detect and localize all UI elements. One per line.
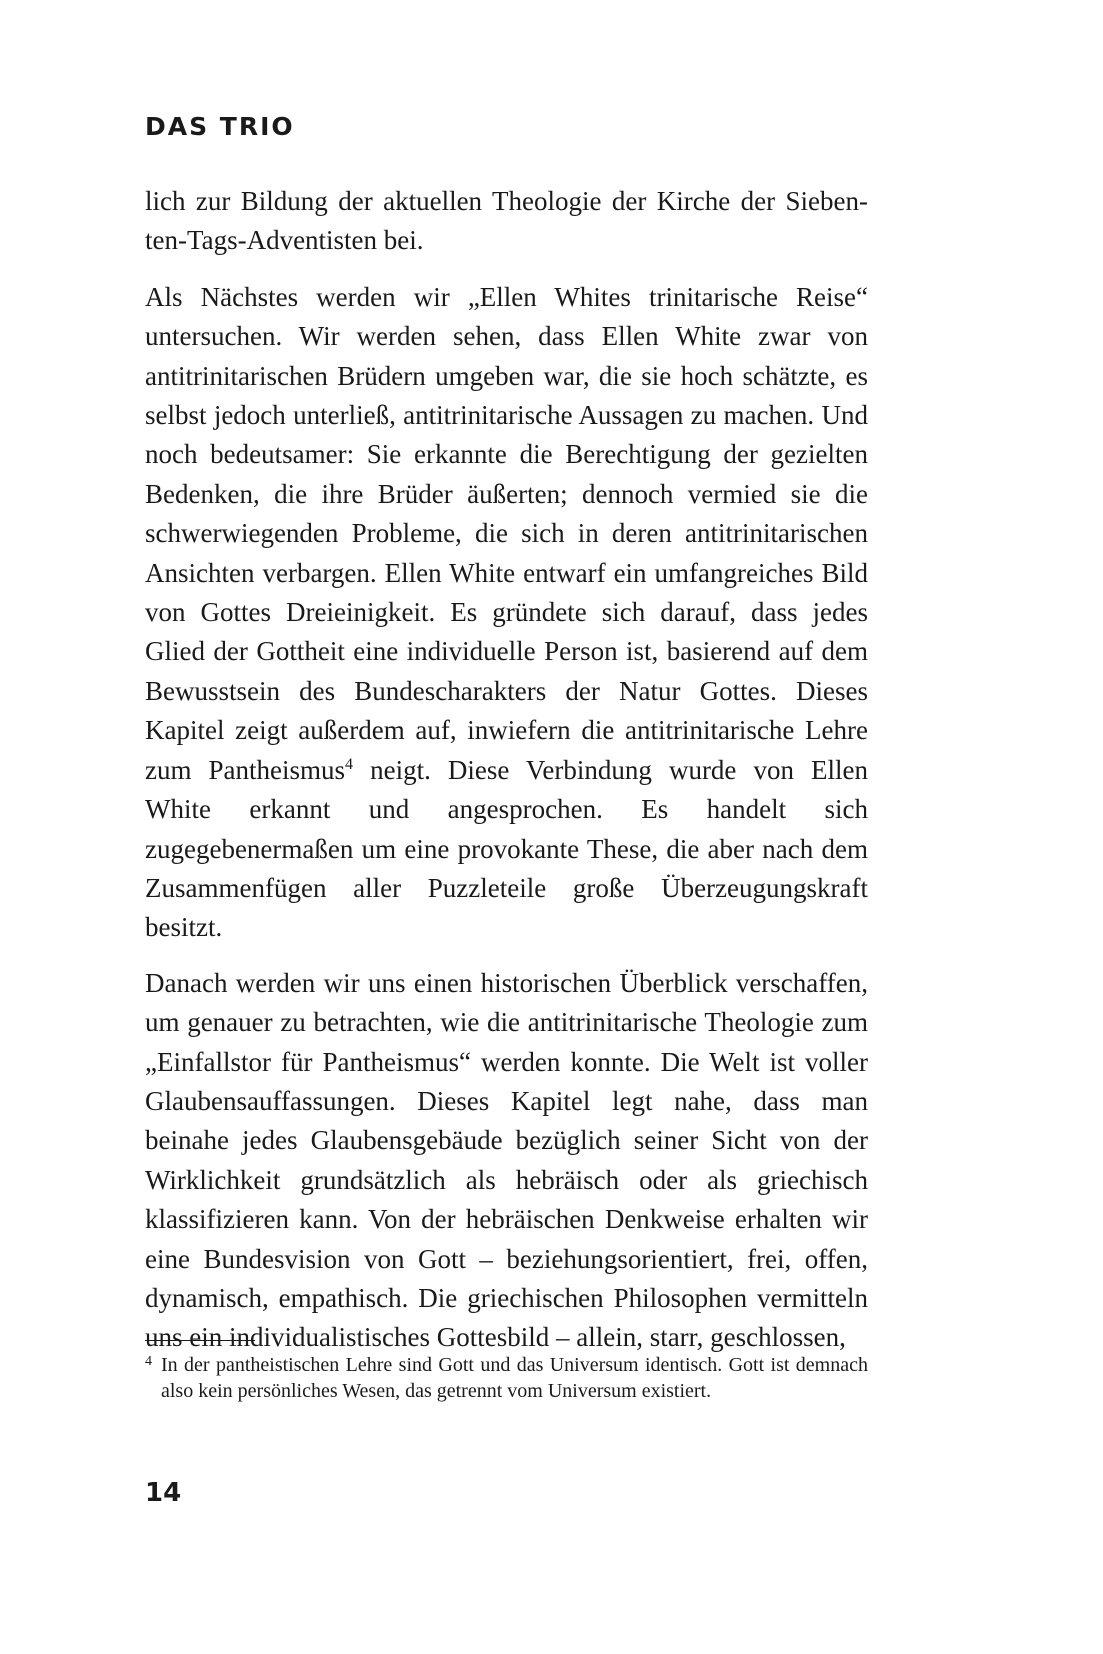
footnote-number: 4 — [145, 1354, 152, 1369]
main-text — [145, 182, 868, 1375]
footnote-text: In der pantheistischen Lehre sind Gott und das Universum identisch. Gott ist demnach also kein persönliches Wesen, das getrennt vom Universum existiert. — [161, 1354, 868, 1402]
paragraph-text: Als Nächstes werden wir „Ellen Whites trinitarische Reise“ untersuchen. Wir werden sehen, dass Ellen White zwar von antitrinitarischen Brüdern umgeben war, die sie hoch schätzte, es selbst jedoch unterließ, antitrinitarische Aussagen zu machen. Und noch bedeutsamer: Sie erkannte die Berechtigung der gezielten Bedenken, die ihre Brüder äußerten; dennoch vermied sie die schwerwiegenden Probleme, die sich in deren antitrinitarischen Ansichten verbargen. Ellen White entwarf ein umfangreiches Bild von Gottes Dreieinigkeit. Es gründete sich darauf, dass jedes Glied der Gottheit eine individuelle Person ist, basierend auf dem Bewusstsein des Bundescharakters der Natur Gottes. Dieses Kapitel zeigt außerdem auf, inwiefern die antitrinitarische Lehre zum Pantheismus — [145, 281, 868, 785]
paragraph — [145, 278, 868, 948]
footnote — [145, 1352, 868, 1404]
paragraph: Danach werden wir uns einen historischen Überblick verschaffen, um genauer zu betrachten, wie die antitrinitarische Theologie zum „Einfallstor für Pantheismus“ werden konnte. Die Welt ist voller Glaubensauffassungen. Dieses Kapitel legt nahe, dass man beinahe jedes Glaubensgebäude bezüglich seiner Sicht von der Wirklichkeit grundsätzlich als hebräisch oder als griechisch klassifizieren kann. Von der hebräischen Denkweise erhalten wir eine Bundesvision von Gott – beziehungsorientiert, frei, offen, dynamisch, empathisch. Die griechischen Philosophen vermitteln uns ein individualistisches Gottesbild – allein, starr, geschlossen, — [145, 967, 868, 1353]
running-head: DAS TRIO — [145, 112, 295, 141]
footnote-reference[interactable]: 4 — [345, 755, 354, 773]
footnote-divider — [145, 1340, 255, 1341]
page-number: 14 — [145, 1478, 182, 1508]
paragraph: lich zur Bildung der aktuellen Theologie der Kirche der Sieben-ten-Tags-Adventisten bei. — [145, 186, 868, 256]
paragraph-text: neigt. Diese Verbindung wurde von Ellen White erkannt und angesprochen. Es handelt sich zugegebenermaßen um eine provokante These, die aber nach dem Zusammenfügen aller Puzzleteile große Überzeugungskraft besitzt. — [145, 754, 868, 943]
